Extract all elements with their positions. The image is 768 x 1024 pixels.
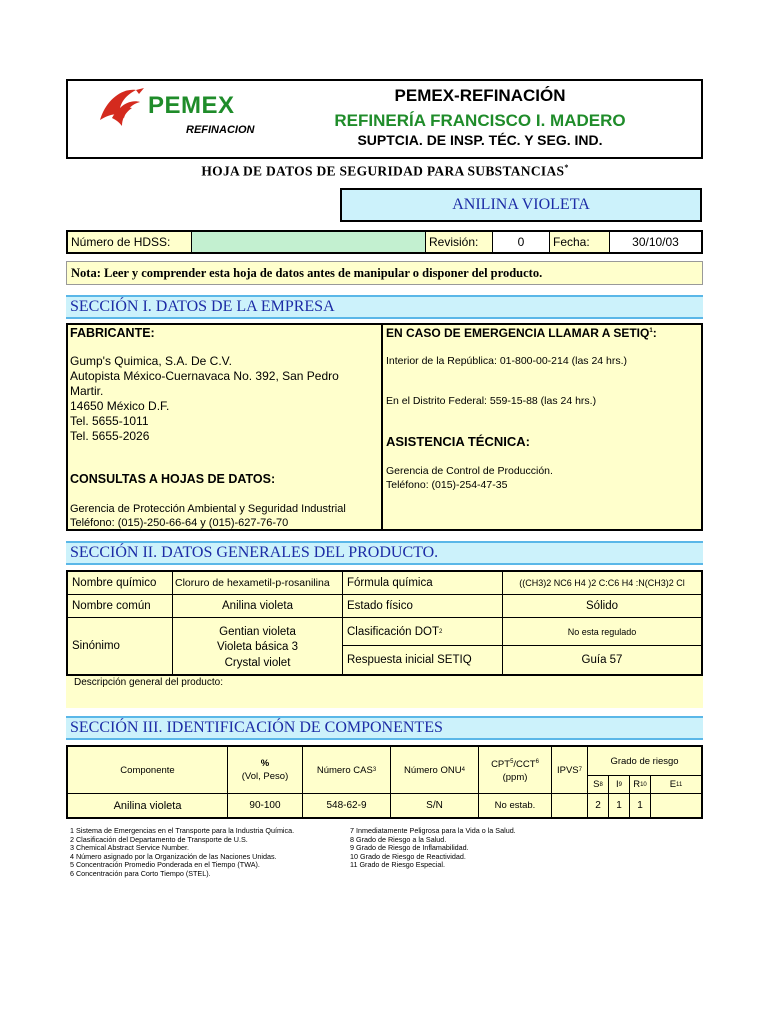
- row-cas: 548-62-9: [303, 794, 391, 817]
- header-ipvs-sup: 7: [578, 767, 582, 773]
- emergency-label: [386, 326, 657, 340]
- footnote: 1 Sistema de Emergencias en el Transporte para la Industria Química.: [70, 826, 295, 835]
- header-risk-grade: Grado de riesgo: [588, 747, 701, 776]
- dot-label: [343, 618, 503, 646]
- footnote: 10 Grado de Riesgo de Reactividad.: [350, 851, 466, 861]
- hdss-number-label: Número de HDSS:: [68, 232, 192, 252]
- section-1-divider: [381, 323, 383, 531]
- datasheet-queries-label: CONSULTAS A HOJAS DE DATOS:: [70, 472, 276, 486]
- header-onu-sup: 4: [461, 767, 465, 773]
- emergency-label-text: EN CASO DE EMERGENCIA LLAMAR A SETIQ: [386, 326, 650, 340]
- physical-state-label: Estado físico: [343, 595, 503, 618]
- emergency-interior: Interior de la República: 01-800-00-214 (las 24 hrs.): [386, 355, 628, 367]
- queries-line: Teléfono: (015)-250-66-64 y (015)-627-76-70: [70, 516, 289, 529]
- header-r-sup: 10: [640, 781, 647, 788]
- physical-state-value: Sólido: [503, 595, 701, 618]
- synonym-label: Sinónimo: [68, 618, 173, 674]
- footnote: 2 Clasificación del Departamento de Transporte de U.S.: [70, 834, 248, 844]
- product-description-label: Descripción general del producto:: [74, 677, 223, 688]
- dot-value: No esta regulado: [503, 618, 701, 646]
- header-s-sup: 8: [599, 781, 603, 788]
- datasheet-queries-info: [70, 503, 380, 530]
- manufacturer-label: FABRICANTE:: [70, 326, 155, 340]
- header-risk-i: [609, 776, 630, 794]
- row-risk-i: 1: [609, 794, 630, 817]
- synonym-item: Gentian violeta: [219, 625, 296, 638]
- footnote: 9 Grado de Riesgo de Inflamabilidad.: [350, 843, 469, 853]
- date-value: 30/10/03: [610, 232, 701, 252]
- header-ipvs-text: IPVS: [557, 764, 579, 776]
- header-e-sup: 11: [676, 781, 683, 788]
- header-risk-s: [588, 776, 609, 794]
- manufacturer-line: Tel. 5655-1011: [70, 414, 149, 428]
- chemical-name-value: Cloruro de hexametil-p-rosanilina: [173, 572, 343, 595]
- header-risk-r: [630, 776, 651, 794]
- header-cct-text: /CCT: [513, 759, 536, 771]
- components-table: [66, 745, 703, 819]
- row-cpt: No estab.: [479, 794, 552, 817]
- header-cas: [303, 747, 391, 794]
- header-cpt-cct: [479, 747, 552, 794]
- header-r-text: R: [633, 779, 641, 790]
- revision-label: Revisión:: [426, 232, 493, 252]
- header-onu-text: Número ONU: [404, 764, 462, 776]
- hdss-number-value: [192, 232, 426, 252]
- footnote: 7 Inmediatamente Peligrosa para la Vida o la Salud.: [350, 826, 516, 835]
- date-label: Fecha:: [550, 232, 610, 252]
- manufacturer-info: [70, 354, 375, 444]
- manufacturer-line: Tel. 5655-2026: [70, 429, 150, 443]
- emergency-label-sup: 1: [649, 328, 653, 334]
- header-cas-sup: 3: [372, 767, 377, 773]
- emergency-label-colon: :: [652, 326, 657, 340]
- header-line-1: PEMEX-REFINACIÓN: [394, 86, 566, 105]
- product-name-box: ANILINA VIOLETA: [340, 188, 702, 222]
- synonym-item: Violeta básica 3: [217, 641, 298, 654]
- common-name-value: Anilina violeta: [173, 595, 343, 618]
- header-risk-e: [651, 776, 701, 794]
- header-i-text: I: [616, 779, 619, 790]
- section-2-table: [66, 570, 703, 676]
- row-onu: S/N: [391, 794, 479, 817]
- footnote: 8 Grado de Riesgo a la Salud.: [350, 834, 447, 844]
- setiq-response-label: Respuesta inicial SETIQ: [343, 646, 503, 674]
- technical-assistance-info: [386, 465, 553, 492]
- header-line-3: SUPTCIA. DE INSP. TÉC. Y SEG. IND.: [357, 132, 603, 148]
- row-risk-s: 2: [588, 794, 609, 817]
- hdss-row: [66, 230, 703, 254]
- formula-label: Fórmula química: [343, 572, 503, 595]
- header-cpt-cct-top: [491, 756, 539, 771]
- footnote: 3 Chemical Abstract Service Number.: [70, 843, 190, 853]
- assistance-line: Teléfono: (015)-254-47-35: [386, 478, 508, 491]
- row-risk-e: [651, 794, 701, 817]
- dot-label-text: Clasificación DOT: [347, 625, 440, 638]
- common-name-label: Nombre común: [68, 595, 173, 618]
- synonym-values: [173, 618, 343, 674]
- manufacturer-line: Gump's Quimica, S.A. De C.V.: [70, 354, 232, 368]
- assistance-line: Gerencia de Control de Producción.: [386, 465, 553, 477]
- section-1-title: SECCIÓN I. DATOS DE LA EMPRESA: [66, 295, 703, 319]
- synonym-item: Crystal violet: [224, 656, 291, 669]
- header-vol-weight-text: (Vol, Peso): [241, 771, 289, 782]
- note-banner: Nota: Leer y comprender esta hoja de datos antes de manipular o disponer del producto.: [66, 261, 703, 285]
- logo-subtext: REFINACION: [186, 124, 255, 136]
- manufacturer-line: Autopista México-Cuernavaca No. 392, San Pedro: [70, 369, 339, 383]
- header-ipvs: [552, 747, 588, 794]
- header-i-sup: 9: [618, 781, 622, 788]
- header-vol-weight: [228, 747, 303, 794]
- row-vol-weight: 90-100: [228, 794, 303, 817]
- revision-value: 0: [493, 232, 550, 252]
- manufacturer-line: Martir.: [70, 384, 104, 398]
- header-component: Componente: [68, 747, 228, 794]
- document-title-text: HOJA DE DATOS DE SEGURIDAD PARA SUBSTANCIAS: [201, 163, 565, 179]
- technical-assistance-label: ASISTENCIA TÉCNICA:: [386, 434, 530, 449]
- header-e-text: E: [669, 779, 677, 790]
- section-3-title: SECCIÓN III. IDENTIFICACIÓN DE COMPONENTES: [66, 716, 703, 740]
- footnote: 5 Concentración Promedio Ponderada en el Tiempo (TWA).: [70, 860, 260, 870]
- logo-wordmark: PEMEX: [148, 92, 235, 119]
- manufacturer-line: 14650 México D.F.: [70, 399, 170, 413]
- row-risk-r: 1: [630, 794, 651, 817]
- emergency-df: En el Distrito Federal: 559-15-88 (las 24 hrs.): [386, 395, 597, 407]
- footnote: 11 Grado de Riesgo Especial.: [350, 860, 445, 870]
- header-cct-sup: 6: [535, 758, 539, 765]
- header-cpt-text: CPT: [491, 759, 511, 771]
- header-cas-text: Número CAS: [316, 764, 373, 776]
- section-2-title: SECCIÓN II. DATOS GENERALES DEL PRODUCTO.: [66, 541, 703, 565]
- header-percent: %: [260, 758, 270, 769]
- header-onu: [391, 747, 479, 794]
- dot-label-sup: 2: [439, 628, 443, 635]
- header-cpt-sup: 5: [510, 758, 514, 765]
- footnotes-right: [350, 827, 650, 870]
- chemical-name-label: Nombre químico: [68, 572, 173, 595]
- row-ipvs: [552, 794, 588, 817]
- header-line-2: REFINERÍA FRANCISCO I. MADERO: [334, 111, 626, 130]
- header-s-text: S: [593, 779, 600, 790]
- header-ppm: (ppm): [502, 772, 528, 784]
- formula-value: ((CH3)2 NC6 H4 )2 C:C6 H4 :N(CH3)2 Cl: [503, 572, 701, 595]
- document-title: [150, 163, 620, 180]
- setiq-response-value: Guía 57: [581, 654, 623, 666]
- row-component: Anilina violeta: [68, 794, 228, 817]
- product-description: [66, 676, 703, 708]
- footnote: 6 Concentración para Corto Tiempo (STEL).: [70, 868, 211, 878]
- footnote: 4 Número asignado por la Organización de las Naciones Unidas.: [70, 851, 277, 861]
- document-title-mark: *: [564, 163, 569, 172]
- footnotes-left: [70, 827, 350, 879]
- queries-line: Gerencia de Protección Ambiental y Seguridad Industrial: [70, 503, 346, 515]
